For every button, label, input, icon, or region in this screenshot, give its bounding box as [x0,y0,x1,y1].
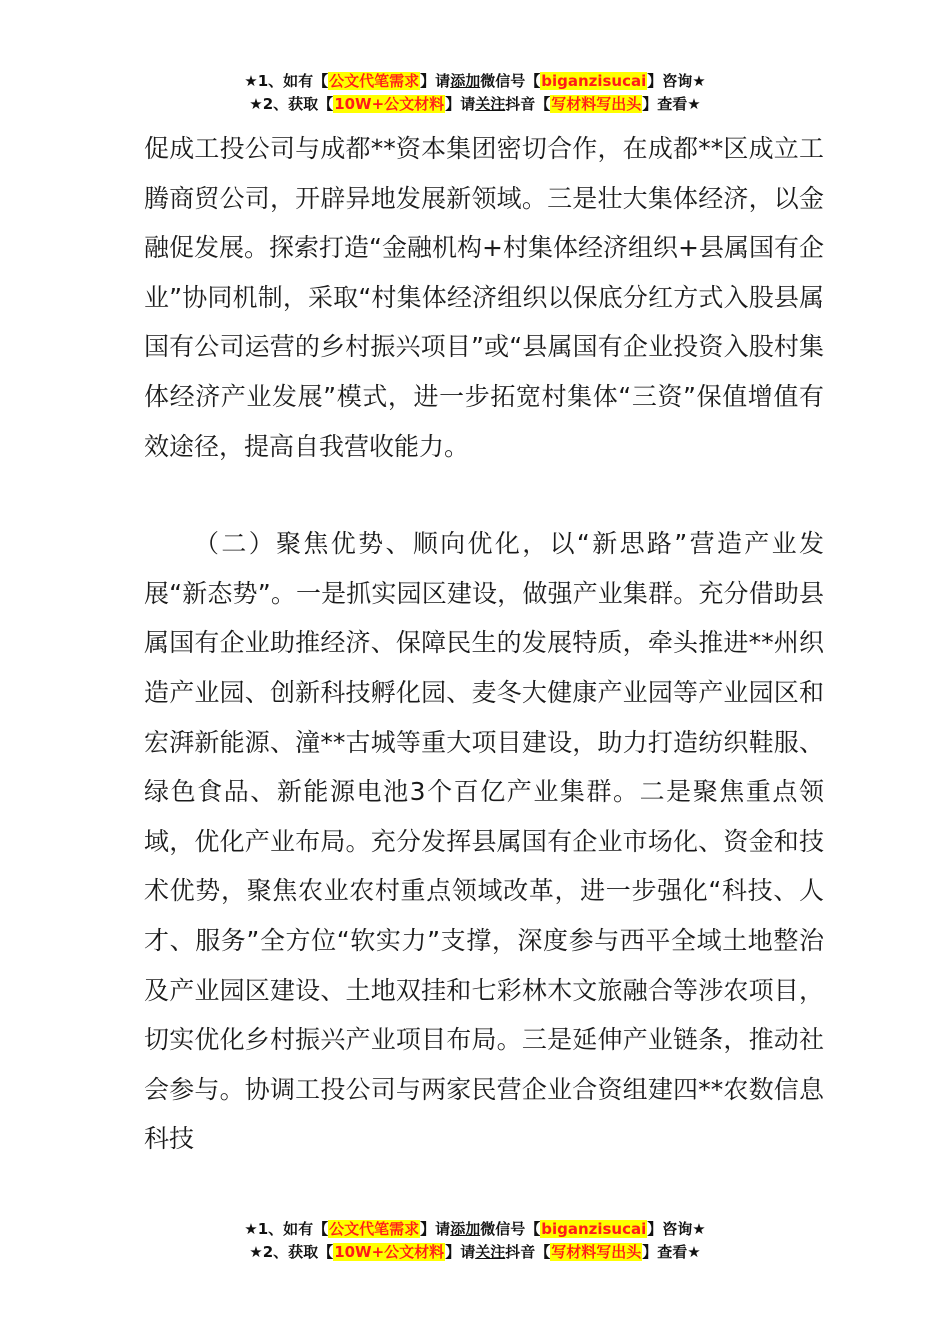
banner-underline: 添加 [450,72,481,90]
banner-text: ★1、如有【 [244,72,329,90]
banner-text: 】请 [445,95,476,113]
banner-line-2 [0,1241,950,1264]
banner-text: 】咨询★ [647,72,706,90]
banner-text: 抖音【 [505,1243,551,1261]
douyin-id-highlight: 写材料写出头 [551,1243,642,1261]
banner-text: 】咨询★ [647,1220,706,1238]
banner-text: 抖音【 [505,95,551,113]
banner-underline: 添加 [450,1220,481,1238]
wechat-id-highlight: biganzisucai [541,72,647,90]
banner-text: 】请 [445,1243,476,1261]
banner-text: ★2、获取【 [249,95,334,113]
banner-text: 】请 [420,1220,451,1238]
banner-line-1 [0,1218,950,1241]
banner-text: ★2、获取【 [249,1243,334,1261]
banner-underline: 关注 [475,95,506,113]
banner-text: 微信号【 [480,1220,541,1238]
banner-text: 】查看★ [642,1243,701,1261]
paragraph-1: 促成工投公司与成都**资本集团密切合作，在成都**区成立工腾商贸公司，开辟异地发展新领域。三是壮大集体经济，以金融促发展。探索打造“金融机构+村集体经济组织+县属国有企业”协同机制，采取“村集体经济组织以保底分红方式入股县属国有公司运营的乡村振兴项目”或“县属国有企业投资入股村集体经济产业发展”模式，进一步拓宽村集体“三资”保值增值有效途径，提高自我营收能力。 [144,134,824,461]
document-body [144,124,824,1164]
banner-line-1 [0,70,950,93]
banner-text: ★1、如有【 [244,1220,329,1238]
paragraph-2: （二）聚焦优势、顺向优化，以“新思路”营造产业发展“新态势”。一是抓实园区建设，做强产业集群。充分借助县属国有企业助推经济、保障民生的发展特质，牵头推进**州织造产业园、创新科技孵化园、麦冬大健康产业园等产业园区和宏湃新能源、潼**古城等重大项目建设，助力打造纺织鞋服、绿色食品、新能源电池3个百亿产业集群。二是聚焦重点领域，优化产业布局。充分发挥县属国有企业市场化、资金和技术优势，聚焦农业农村重点领域改革，进一步强化“科技、人才、服务”全方位“软实力”支撑，深度参与西平全域土地整治及产业园区建设、土地双挂和七彩林木文旅融合等涉农项目，切实优化乡村振兴产业项目布局。三是延伸产业链条，推动社会参与。协调工投公司与两家民营企业合资组建四**农数信息科技 [144,529,824,1154]
banner-text: 微信号【 [480,72,541,90]
douyin-id-highlight: 写材料写出头 [551,95,642,113]
banner-highlight: 公文代笔需求 [329,1220,420,1238]
banner-highlight: 10W+公文材料 [334,95,445,113]
banner-underline: 关注 [475,1243,506,1261]
header-banner [0,70,950,116]
banner-line-2 [0,93,950,116]
banner-text: 】查看★ [642,95,701,113]
wechat-id-highlight: biganzisucai [541,1220,647,1238]
banner-text: 】请 [420,72,451,90]
banner-highlight: 10W+公文材料 [334,1243,445,1261]
footer-banner [0,1218,950,1264]
banner-highlight: 公文代笔需求 [329,72,420,90]
paragraph-gap [144,471,824,519]
